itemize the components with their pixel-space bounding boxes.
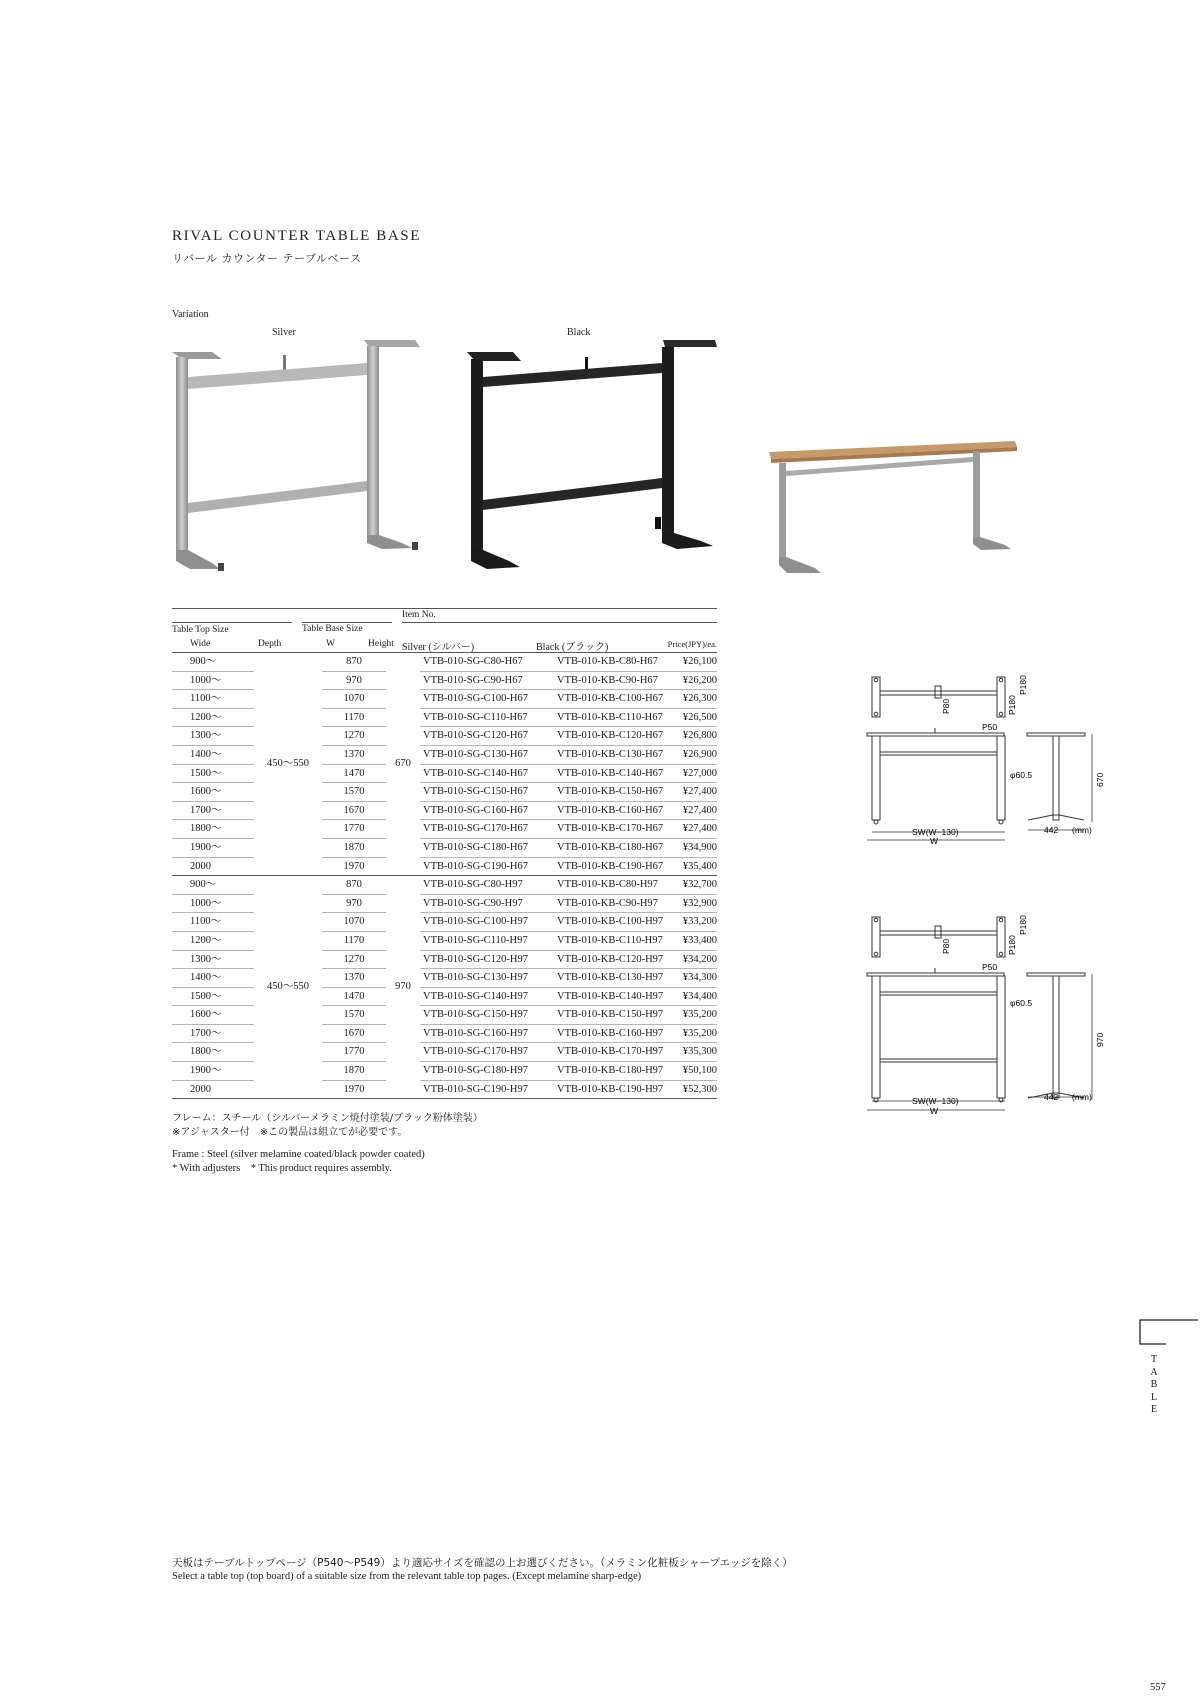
w-cell: 1570 [322,1006,386,1025]
height-cell: 670 [386,653,420,876]
w-cell: 870 [322,653,386,671]
w-cell: 1970 [322,857,386,876]
dim-p180-a: P180 [1007,695,1017,715]
w-cell: 1670 [322,801,386,820]
price-cell: ¥26,800 [673,727,717,746]
page-number: 557 [1150,1682,1166,1693]
wide-cell: 1200～ [172,708,254,727]
black-item-no: VTB-010-KB-C110-H67 [557,708,673,727]
wide-cell: 1700～ [172,1024,254,1043]
wide-cell: 1800～ [172,1043,254,1062]
w-cell: 1070 [322,913,386,932]
table-row [172,913,717,932]
note-jp-assembly: ※アジャスター付 ※この製品は組立てが必要です。 [172,1127,408,1138]
dim-phi: φ60.5 [1010,998,1033,1008]
table-row [172,1043,717,1062]
black-item-no: VTB-010-KB-C160-H67 [557,801,673,820]
table-row [172,671,717,690]
price-cell: ¥27,000 [673,764,717,783]
col-depth: Depth [258,639,282,649]
table-row [172,745,717,764]
table-row [172,727,717,746]
black-item-no: VTB-010-KB-C190-H67 [557,857,673,876]
silver-item-no: VTB-010-SG-C90-H67 [420,671,557,690]
price-cell: ¥26,900 [673,745,717,764]
wide-cell: 1300～ [172,727,254,746]
col-height: Height [368,639,394,649]
height-cell: 970 [386,876,420,1099]
price-cell: ¥35,200 [673,1006,717,1025]
table-row [172,987,717,1006]
black-item-no: VTB-010-KB-C100-H67 [557,690,673,709]
dim-p80: P80 [941,938,951,954]
silver-item-no: VTB-010-SG-C130-H67 [420,745,557,764]
black-item-no: VTB-010-KB-C130-H97 [557,969,673,988]
section-tab-marker [1138,1318,1200,1348]
dim-p180-a: P180 [1007,935,1017,955]
price-cell: ¥34,900 [673,838,717,857]
silver-item-no: VTB-010-SG-C190-H97 [420,1080,557,1099]
w-cell: 1270 [322,950,386,969]
black-item-no: VTB-010-KB-C80-H67 [557,653,673,671]
silver-item-no: VTB-010-SG-C160-H97 [420,1024,557,1043]
table-row [172,1080,717,1099]
silver-item-no: VTB-010-SG-C110-H97 [420,931,557,950]
wide-cell: 1900～ [172,1062,254,1081]
wide-cell: 900～ [172,876,254,895]
section-tab-label: T A B L E [1150,1354,1158,1415]
silver-item-no: VTB-010-SG-C170-H97 [420,1043,557,1062]
dim-depth: 442 [1044,825,1059,835]
black-item-no: VTB-010-KB-C140-H67 [557,764,673,783]
table-row [172,838,717,857]
wide-cell: 2000 [172,857,254,876]
header-item-no: Item No. [402,610,436,620]
dimension-drawing-h97 [860,912,1105,1132]
table-row [172,1062,717,1081]
table-row [172,876,717,895]
silver-item-no: VTB-010-SG-C100-H97 [420,913,557,932]
col-price: Price(JPY)/ea. [667,639,717,649]
wide-cell: 1100～ [172,690,254,709]
col-w: W [326,639,335,649]
black-item-no: VTB-010-KB-C130-H67 [557,745,673,764]
price-cell: ¥35,400 [673,857,717,876]
black-item-no: VTB-010-KB-C100-H97 [557,913,673,932]
price-cell: ¥26,300 [673,690,717,709]
price-cell: ¥27,400 [673,820,717,839]
depth-cell: 450～550 [254,876,322,1099]
dim-p180-b: P180 [1018,675,1028,695]
dim-sw: SW(W−130) [912,1096,959,1106]
table-row [172,801,717,820]
wide-cell: 1800～ [172,820,254,839]
silver-item-no: VTB-010-SG-C150-H97 [420,1006,557,1025]
wide-cell: 1900～ [172,838,254,857]
note-en-assembly: * With adjusters * This product requires assembly. [172,1163,392,1174]
black-caption: Black [567,327,591,338]
black-item-no: VTB-010-KB-C170-H97 [557,1043,673,1062]
black-item-no: VTB-010-KB-C170-H67 [557,820,673,839]
w-cell: 1270 [322,727,386,746]
silver-item-no: VTB-010-SG-C180-H67 [420,838,557,857]
w-cell: 1670 [322,1024,386,1043]
table-row [172,931,717,950]
black-item-no: VTB-010-KB-C110-H97 [557,931,673,950]
spec-rows [172,653,717,1099]
w-cell: 1370 [322,969,386,988]
table-row [172,894,717,913]
dim-w: W [930,1106,939,1116]
price-cell: ¥34,300 [673,969,717,988]
price-cell: ¥33,200 [673,913,717,932]
dim-p50: P50 [982,962,998,972]
wide-cell: 1500～ [172,987,254,1006]
silver-item-no: VTB-010-SG-C160-H67 [420,801,557,820]
dim-w: W [930,836,939,846]
w-cell: 1770 [322,1043,386,1062]
price-cell: ¥32,900 [673,894,717,913]
black-item-no: VTB-010-KB-C90-H97 [557,894,673,913]
dim-phi: φ60.5 [1010,770,1033,780]
silver-item-no: VTB-010-SG-C80-H97 [420,876,557,895]
wide-cell: 1600～ [172,1006,254,1025]
col-black: Black (ブラック) [536,642,609,653]
w-cell: 970 [322,671,386,690]
black-base-image [465,335,715,575]
black-item-no: VTB-010-KB-C140-H97 [557,987,673,1006]
table-row [172,783,717,802]
silver-item-no: VTB-010-SG-C150-H67 [420,783,557,802]
price-cell: ¥33,400 [673,931,717,950]
price-cell: ¥34,400 [673,987,717,1006]
silver-item-no: VTB-010-SG-C140-H67 [420,764,557,783]
silver-item-no: VTB-010-SG-C140-H97 [420,987,557,1006]
header-table-base-size: Table Base Size [302,624,363,634]
w-cell: 1570 [322,783,386,802]
price-cell: ¥50,100 [673,1062,717,1081]
col-silver: Silver (シルバー) [402,642,475,653]
note-en-frame: Frame : Steel (silver melamine coated/black powder coated) [172,1149,425,1160]
table-row [172,969,717,988]
silver-item-no: VTB-010-SG-C170-H67 [420,820,557,839]
dim-p80: P80 [941,698,951,714]
wide-cell: 1000～ [172,671,254,690]
table-row [172,1006,717,1025]
dim-p50: P50 [982,722,998,732]
w-cell: 1170 [322,931,386,950]
dimension-drawing-h67 [860,672,1105,852]
silver-base-image [170,335,420,575]
w-cell: 1470 [322,764,386,783]
wide-cell: 1200～ [172,931,254,950]
wide-cell: 1700～ [172,801,254,820]
silver-item-no: VTB-010-SG-C80-H67 [420,653,557,671]
table-row [172,857,717,876]
table-row [172,820,717,839]
w-cell: 1170 [322,708,386,727]
dim-height: 970 [1095,1032,1105,1047]
w-cell: 1970 [322,1080,386,1099]
wide-cell: 900～ [172,653,254,671]
dim-height: 670 [1095,772,1105,787]
silver-item-no: VTB-010-SG-C120-H97 [420,950,557,969]
w-cell: 1770 [322,820,386,839]
wide-cell: 1600～ [172,783,254,802]
price-cell: ¥26,500 [673,708,717,727]
silver-item-no: VTB-010-SG-C120-H67 [420,727,557,746]
black-item-no: VTB-010-KB-C120-H97 [557,950,673,969]
price-cell: ¥32,700 [673,876,717,895]
silver-item-no: VTB-010-SG-C130-H97 [420,969,557,988]
black-item-no: VTB-010-KB-C180-H67 [557,838,673,857]
table-row [172,764,717,783]
dim-depth: 442 [1044,1092,1059,1102]
black-item-no: VTB-010-KB-C150-H97 [557,1006,673,1025]
page-title: RIVAL COUNTER TABLE BASE [172,228,422,244]
w-cell: 1470 [322,987,386,1006]
page-subtitle-jp: リバール カウンター テーブルベース [172,252,362,265]
price-cell: ¥34,200 [673,950,717,969]
footer-note-jp: 天板はテーブルトップページ（P540～P549）より適応サイズを確認の上お選びください。（メラミン化粧板シャープエッジを除く） [172,1557,793,1569]
w-cell: 1070 [322,690,386,709]
black-item-no: VTB-010-KB-C120-H67 [557,727,673,746]
wide-cell: 2000 [172,1080,254,1099]
black-item-no: VTB-010-KB-C80-H97 [557,876,673,895]
counter-table-image [765,437,1030,577]
silver-item-no: VTB-010-SG-C190-H67 [420,857,557,876]
wide-cell: 1300～ [172,950,254,969]
dim-unit: (mm) [1072,825,1092,835]
silver-item-no: VTB-010-SG-C180-H97 [420,1062,557,1081]
dim-unit: (mm) [1072,1092,1092,1102]
wide-cell: 1400～ [172,969,254,988]
price-cell: ¥35,300 [673,1043,717,1062]
w-cell: 970 [322,894,386,913]
black-item-no: VTB-010-KB-C180-H97 [557,1062,673,1081]
dim-sw: SW(W−130) [912,827,959,837]
col-wide: Wide [190,639,211,649]
note-jp-frame: フレーム：スチール（シルバーメラミン焼付塗装/ブラック粉体塗装） [172,1113,483,1124]
table-row [172,690,717,709]
black-item-no: VTB-010-KB-C190-H97 [557,1080,673,1099]
wide-cell: 1400～ [172,745,254,764]
w-cell: 1870 [322,838,386,857]
depth-cell: 450～550 [254,653,322,876]
wide-cell: 1500～ [172,764,254,783]
table-row [172,950,717,969]
table-row [172,653,717,671]
w-cell: 1870 [322,1062,386,1081]
silver-item-no: VTB-010-SG-C110-H67 [420,708,557,727]
silver-item-no: VTB-010-SG-C100-H67 [420,690,557,709]
w-cell: 1370 [322,745,386,764]
table-row [172,1024,717,1043]
silver-caption: Silver [272,327,296,338]
variation-label: Variation [172,309,209,320]
price-cell: ¥35,200 [673,1024,717,1043]
header-table-top-size: Table Top Size [172,625,229,635]
price-cell: ¥27,400 [673,783,717,802]
black-item-no: VTB-010-KB-C150-H67 [557,783,673,802]
black-item-no: VTB-010-KB-C160-H97 [557,1024,673,1043]
price-cell: ¥27,400 [673,801,717,820]
black-item-no: VTB-010-KB-C90-H67 [557,671,673,690]
silver-item-no: VTB-010-SG-C90-H97 [420,894,557,913]
wide-cell: 1000～ [172,894,254,913]
price-cell: ¥26,100 [673,653,717,671]
price-cell: ¥26,200 [673,671,717,690]
table-row [172,708,717,727]
w-cell: 870 [322,876,386,895]
wide-cell: 1100～ [172,913,254,932]
footer-note-en: Select a table top (top board) of a suitable size from the relevant table top pages. (Except melamine sharp-edge) [172,1571,642,1582]
price-cell: ¥52,300 [673,1080,717,1099]
dim-p180-b: P180 [1018,915,1028,935]
